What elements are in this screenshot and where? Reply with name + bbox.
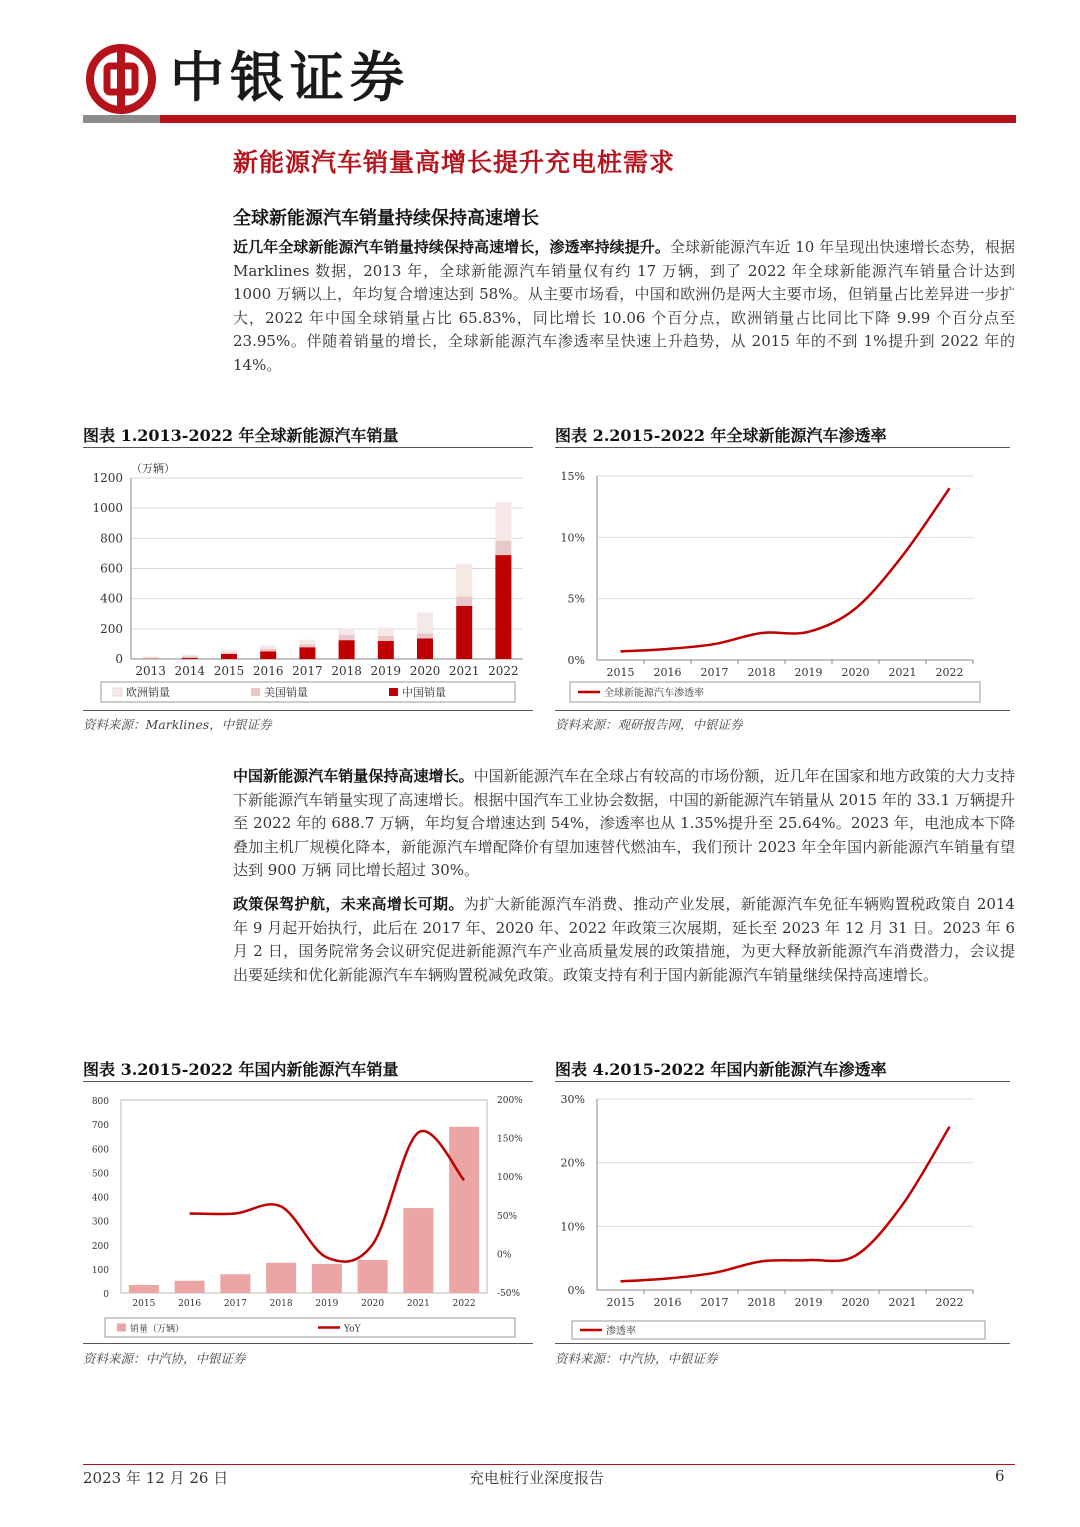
legend-swatch — [389, 688, 398, 696]
figure-1-source: 资料来源：Marklines，中银证券 — [83, 717, 272, 732]
y-tick-label: 500 — [91, 1169, 109, 1180]
y2-tick-label: 100% — [497, 1173, 523, 1184]
x-tick-label: 2018 — [331, 664, 362, 678]
x-tick-label: 2020 — [841, 1296, 870, 1309]
bar-美国销量-2019 — [378, 636, 394, 641]
bar-欧洲销量-2015 — [221, 649, 237, 652]
page-number: 6 — [995, 1467, 1005, 1485]
chart-china-ev-sales — [83, 1085, 533, 1341]
y2-tick-label: 200% — [497, 1096, 523, 1106]
bar-2016 — [175, 1281, 205, 1293]
bar-欧洲销量-2017 — [299, 640, 315, 645]
unit-label: （万辆） — [131, 462, 175, 475]
bar-欧洲销量-2020 — [417, 612, 433, 633]
y-tick-label: 30% — [560, 1093, 585, 1106]
legend-label: 欧洲销量 — [126, 686, 170, 699]
x-tick-label: 2015 — [606, 666, 635, 679]
paragraph-lead: 近几年全球新能源汽车销量持续保持高速增长，渗透率持续提升。 — [233, 238, 670, 256]
bar-中国销量-2020 — [417, 638, 433, 659]
x-tick-label: 2021 — [888, 666, 917, 679]
y-tick-label: 20% — [560, 1156, 585, 1170]
header-rule-grey — [83, 115, 160, 123]
y-tick-label: 10% — [560, 1220, 585, 1234]
y-tick-label: 200 — [91, 1241, 109, 1252]
paragraph-body: 为扩大新能源汽车消费、推动产业发展，新能源汽车免征车辆购置税政策自 2014 年 9 月起开始执行，此后在 2017 年、2020 年、2022 年政策三次展期，延长至 2023 年 12 月 31 日。2023 年 6 月 2 日，国务院常务会议研究促进新能源汽车产业高质量发展的政策措施，为更大释放新能源汽车消费潜力，会议提出要延续和优化新能源汽车车辆购置税减免政策。政策支持有利于国内新能源汽车销量继续保持高速增长。 — [233, 895, 1015, 984]
paragraph-global-sales — [233, 236, 1015, 378]
x-tick-label: 2015 — [213, 664, 245, 678]
x-tick-label: 2017 — [700, 666, 729, 679]
bar-美国销量-2022 — [495, 541, 511, 555]
bar-欧洲销量-2018 — [339, 629, 355, 635]
bar-中国销量-2016 — [260, 651, 276, 659]
x-tick-label: 2016 — [653, 666, 682, 679]
y-tick-label: 0% — [567, 1284, 585, 1297]
legend-label: 渗透率 — [606, 1326, 636, 1337]
x-tick-label: 2015 — [606, 1296, 635, 1309]
y-tick-label: 0% — [567, 654, 585, 667]
figure-4-source: 资料来源：中汽协，中银证券 — [555, 1351, 718, 1366]
paragraph-lead: 政策保驾护航，未来高增长可期。 — [233, 895, 464, 913]
x-tick-label: 2017 — [223, 1299, 247, 1309]
footer-date: 2023 年 12 月 26 日 — [83, 1469, 229, 1487]
y2-tick-label: 50% — [497, 1211, 518, 1222]
x-tick-label: 2013 — [135, 664, 166, 678]
bar-2021 — [403, 1208, 433, 1293]
legend-label: 中国销量 — [402, 686, 446, 699]
x-tick-label: 2022 — [488, 664, 519, 678]
figure-4-title: 图表 4.2015-2022 年国内新能源汽车渗透率 — [555, 1060, 887, 1079]
figure-2-source: 资料来源：观研报告网，中银证券 — [555, 717, 743, 732]
x-tick-label: 2016 — [252, 664, 284, 678]
x-tick-label: 2019 — [370, 664, 402, 678]
x-tick-label: 2018 — [747, 666, 776, 679]
bar-2017 — [220, 1274, 250, 1293]
x-tick-label: 2017 — [700, 1296, 729, 1309]
y-tick-label: 0 — [103, 1290, 109, 1300]
x-tick-label: 2019 — [794, 1296, 823, 1309]
x-tick-label: 2018 — [269, 1299, 293, 1309]
figure-3-source: 资料来源：中汽协，中银证券 — [83, 1351, 246, 1366]
footer-rule — [83, 1464, 1015, 1465]
bar-欧洲销量-2019 — [378, 627, 394, 635]
paragraph-policy — [233, 893, 1015, 987]
y-tick-label: 300 — [91, 1217, 109, 1228]
chart-global-ev-sales — [83, 452, 533, 708]
bar-欧洲销量-2016 — [260, 646, 276, 649]
bar-美国销量-2015 — [221, 652, 237, 654]
y-tick-label: 1200 — [92, 471, 123, 485]
legend-label: 销量（万辆） — [130, 1324, 185, 1335]
figure-1-rule — [83, 447, 533, 448]
bar-中国销量-2014 — [182, 658, 198, 659]
y-tick-label: 800 — [100, 531, 123, 546]
x-tick-label: 2017 — [292, 664, 323, 678]
bar-中国销量-2019 — [378, 641, 394, 659]
bar-中国销量-2021 — [456, 606, 472, 659]
x-tick-label: 2022 — [935, 1296, 964, 1309]
figure-1-title: 图表 1.2013-2022 年全球新能源汽车销量 — [83, 426, 399, 445]
bar-2018 — [266, 1263, 296, 1293]
figure-2-bottom-rule — [555, 710, 1010, 711]
y-tick-label: 400 — [100, 591, 123, 606]
legend-swatch — [251, 688, 260, 696]
paragraph-lead: 中国新能源汽车销量保持高速增长。 — [233, 767, 474, 785]
x-tick-label: 2015 — [132, 1299, 156, 1309]
bar-中国销量-2018 — [339, 640, 355, 659]
footer-report-title: 充电桩行业深度报告 — [469, 1469, 605, 1487]
bar-2022 — [449, 1127, 479, 1293]
bar-美国销量-2017 — [299, 644, 315, 647]
paragraph-body: 全球新能源汽车近 10 年呈现出快速增长态势，根据 Marklines 数据，2013 年，全球新能源汽车销量仅有约 17 万辆，到了 2022 年全球新能源汽车销量合计达到 1000 万辆以上，年均复合增速达到 58%。从主要市场看，中国和欧洲仍是两大主要市场，但销量占比差异进一步扩大，2022 年中国全球销量占比 65.83%，同比增长 10.06 个百分点，欧洲销量占比同比下降 9.99 个百分点至 23.95%。伴随着销量的增长，全球新能源汽车渗透率呈快速上升趋势，从 2015 年的不到 1%提升到 2022 年的 14%。 — [233, 238, 1015, 374]
chart-china-ev-penetration — [555, 1085, 1010, 1341]
y2-tick-label: 150% — [497, 1134, 523, 1145]
figure-4-rule — [555, 1081, 1010, 1082]
y-tick-label: 400 — [91, 1193, 109, 1204]
figure-3-rule — [83, 1081, 533, 1082]
bar-欧洲销量-2021 — [456, 564, 472, 597]
x-tick-label: 2019 — [315, 1299, 339, 1309]
figure-3-title: 图表 3.2015-2022 年国内新能源汽车销量 — [83, 1060, 399, 1079]
bar-欧洲销量-2013 — [143, 656, 159, 657]
bar-2019 — [312, 1264, 342, 1293]
x-tick-label: 2014 — [174, 664, 206, 678]
paragraph-body: 中国新能源汽车在全球占有较高的市场份额，近几年在国家和地方政策的大力支持下新能源汽车销量实现了高速增长。根据中国汽车工业协会数据，中国的新能源汽车销量从 2015 年的 33.1 万辆提升至 2022 年的 688.7 万辆，年均复合增速达到 54%，渗透率也从 1.35%提升至 25.64%。2023 年，电池成本下降叠加主机厂规模化降本，新能源汽车增配降价有望加速替代燃油车，我们预计 2023 年全年国内新能源汽车销量有望达到 900 万辆 同比增长超过 30%。 — [233, 767, 1015, 880]
y2-tick-label: 0% — [497, 1250, 512, 1261]
bar-2020 — [358, 1260, 388, 1293]
bar-欧洲销量-2022 — [495, 502, 511, 540]
y-tick-label: 700 — [91, 1121, 109, 1132]
y-tick-label: 200 — [100, 621, 123, 636]
bar-美国销量-2014 — [182, 656, 198, 658]
x-tick-label: 2021 — [888, 1296, 917, 1309]
figure-1-bottom-rule — [83, 710, 533, 711]
bar-美国销量-2013 — [143, 657, 159, 658]
y-tick-label: 100 — [91, 1265, 109, 1276]
x-tick-label: 2020 — [361, 1299, 385, 1309]
legend-label: 美国销量 — [264, 686, 308, 699]
paragraph-china-sales — [233, 765, 1015, 883]
bar-中国销量-2017 — [299, 647, 315, 659]
figure-2-rule — [555, 447, 1010, 448]
bank-logo-icon — [86, 44, 156, 114]
y-tick-label: 10% — [560, 531, 585, 545]
brand-name: 中银证券 — [170, 45, 410, 109]
bar-中国销量-2015 — [221, 654, 237, 659]
legend-swatch — [117, 1324, 126, 1332]
x-tick-label: 2022 — [935, 666, 964, 679]
y-tick-label: 5% — [567, 592, 585, 606]
y-tick-label: 600 — [100, 561, 123, 576]
x-tick-label: 2020 — [409, 664, 441, 678]
y-tick-label: 0 — [115, 652, 123, 666]
legend-label: 全球新能源汽车渗透率 — [604, 688, 704, 699]
x-tick-label: 2020 — [841, 666, 870, 679]
bar-美国销量-2016 — [260, 649, 276, 651]
x-tick-label: 2022 — [452, 1299, 476, 1309]
y-tick-label: 15% — [560, 470, 585, 483]
x-tick-label: 2018 — [747, 1296, 776, 1309]
bar-美国销量-2020 — [417, 634, 433, 639]
legend-swatch — [113, 688, 122, 696]
figure-4-bottom-rule — [555, 1343, 1010, 1344]
figure-2-title: 图表 2.2015-2022 年全球新能源汽车渗透率 — [555, 426, 887, 445]
legend-label: YoY — [344, 1324, 361, 1335]
y2-tick-label: -50% — [497, 1289, 521, 1299]
bar-美国销量-2018 — [339, 635, 355, 640]
subsection-title: 全球新能源汽车销量持续保持高速增长 — [233, 208, 539, 229]
y-tick-label: 600 — [91, 1145, 109, 1156]
x-tick-label: 2016 — [653, 1296, 682, 1309]
x-tick-label: 2019 — [794, 666, 823, 679]
y-tick-label: 800 — [91, 1097, 109, 1107]
chart-global-ev-penetration — [555, 452, 1010, 708]
section-title: 新能源汽车销量高增长提升充电桩需求 — [233, 148, 676, 177]
bar-2015 — [129, 1285, 159, 1293]
header-rule-red — [160, 115, 1016, 123]
x-tick-label: 2021 — [406, 1299, 430, 1309]
bar-中国销量-2022 — [495, 555, 511, 659]
bar-欧洲销量-2014 — [182, 655, 198, 656]
x-tick-label: 2021 — [448, 664, 480, 678]
y-tick-label: 1000 — [92, 501, 123, 516]
figure-3-bottom-rule — [83, 1343, 533, 1344]
x-tick-label: 2016 — [178, 1299, 202, 1309]
bar-美国销量-2021 — [456, 596, 472, 606]
